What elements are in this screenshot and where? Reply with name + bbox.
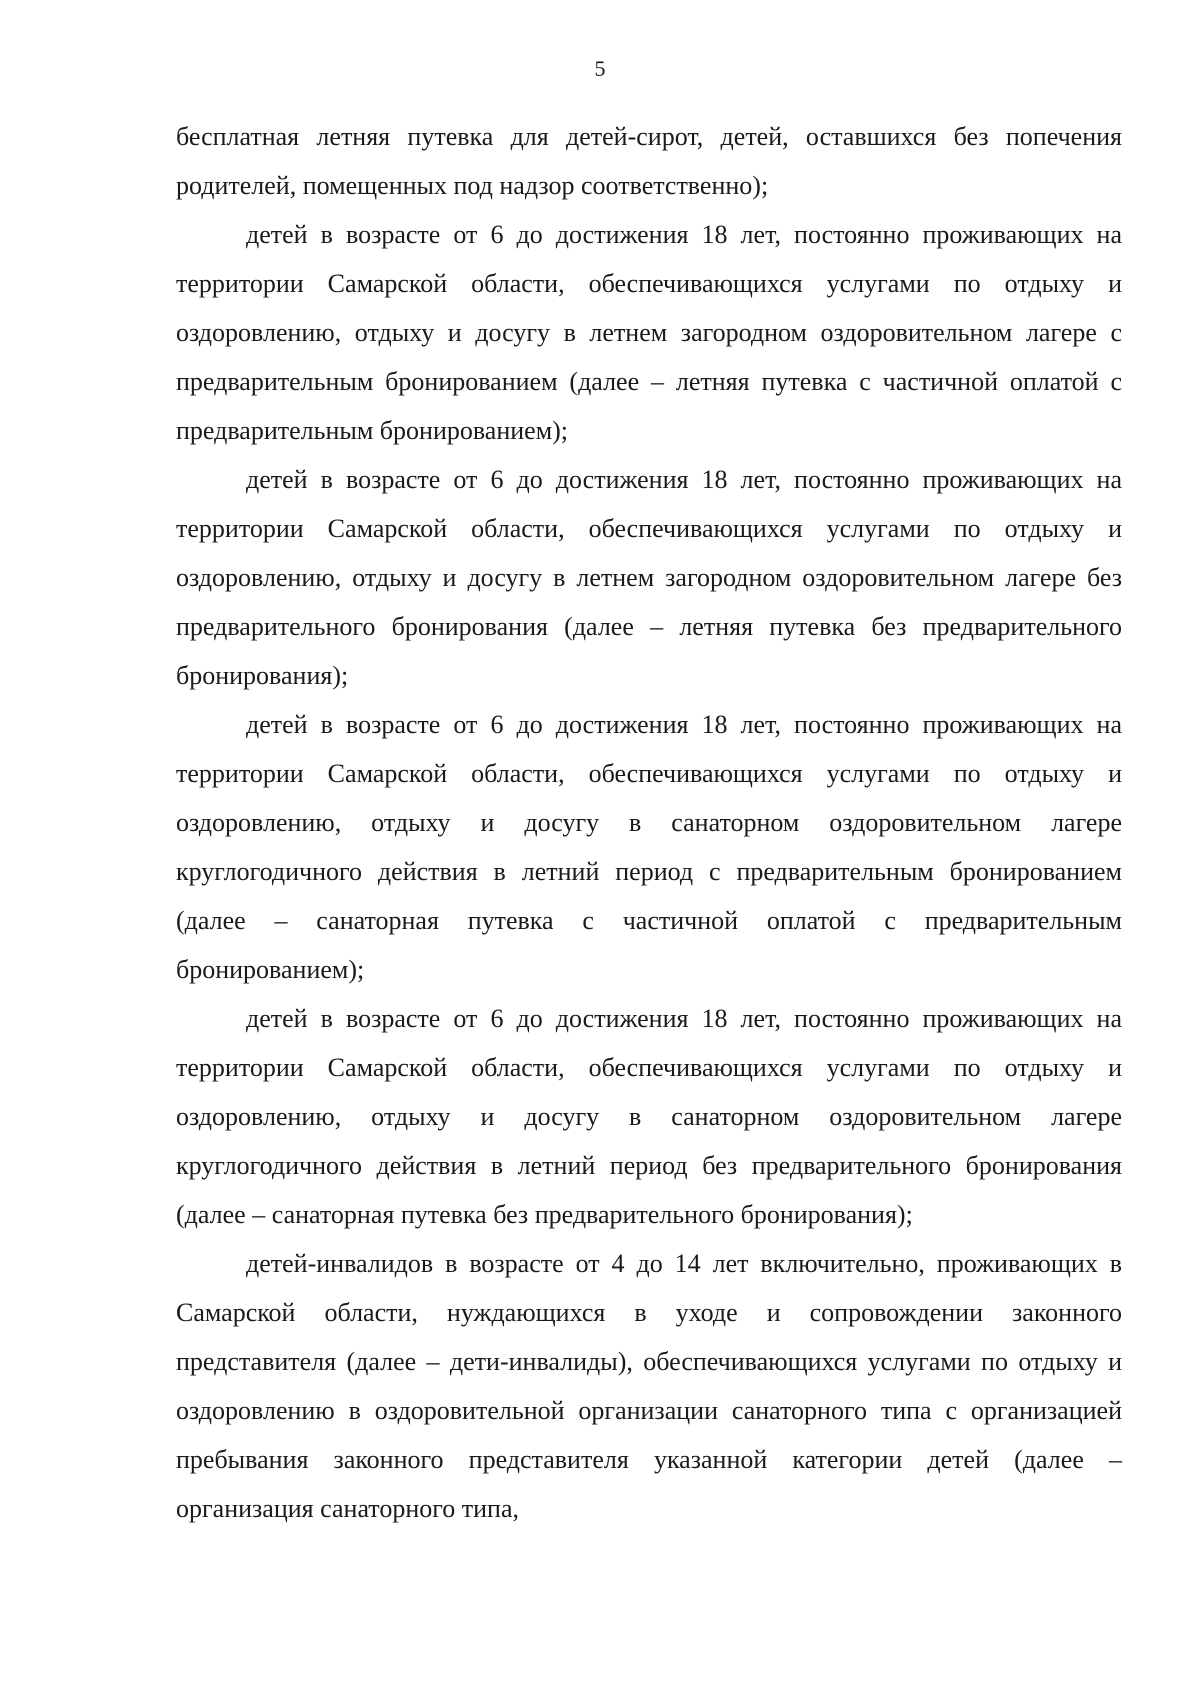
paragraph-4: детей в возрасте от 6 до достижения 18 лет, постоянно проживающих на территории Самарской области, обеспечивающихся услугами по отдыху и оздоровлению, отдыху и досугу в санаторном оздоровительном лагере круглогодичного действия в летний период с предварительным бронированием (далее – санаторная путевка с частичной оплатой с предварительным бронированием); [176,710,1122,984]
paragraph-3: детей в возрасте от 6 до достижения 18 лет, постоянно проживающих на территории Самарской области, обеспечивающихся услугами по отдыху и оздоровлению, отдыху и досугу в летнем загородном оздоровительном лагере без предварительного бронирования (далее – летняя путевка без предварительного бронирования); [176,465,1122,690]
paragraph-1: бесплатная летняя путевка для детей-сирот, детей, оставшихся без попечения родителей, помещенных под надзор соответственно); [176,122,1122,200]
page-number: 5 [594,56,606,81]
paragraph-6: детей-инвалидов в возрасте от 4 до 14 лет включительно, проживающих в Самарской области, нуждающихся в уходе и сопровождении законного представителя (далее – дети-инвалиды), обеспечивающихся услугами по отдыху и оздоровлению в оздоровительной организации санаторного типа с организацией пребывания законного представителя указанной категории детей (далее – организация санаторного типа, [176,1249,1122,1523]
paragraph-5: детей в возрасте от 6 до достижения 18 лет, постоянно проживающих на территории Самарской области, обеспечивающихся услугами по отдыху и оздоровлению, отдыху и досугу в санаторном оздоровительном лагере круглогодичного действия в летний период без предварительного бронирования (далее – санаторная путевка без предварительного бронирования); [176,1004,1122,1229]
document-body [176,112,1122,1533]
paragraph-2: детей в возрасте от 6 до достижения 18 лет, постоянно проживающих на территории Самарской области, обеспечивающихся услугами по отдыху и оздоровлению, отдыху и досугу в летнем загородном оздоровительном лагере с предварительным бронированием (далее – летняя путевка с частичной оплатой с предварительным бронированием); [176,220,1122,445]
